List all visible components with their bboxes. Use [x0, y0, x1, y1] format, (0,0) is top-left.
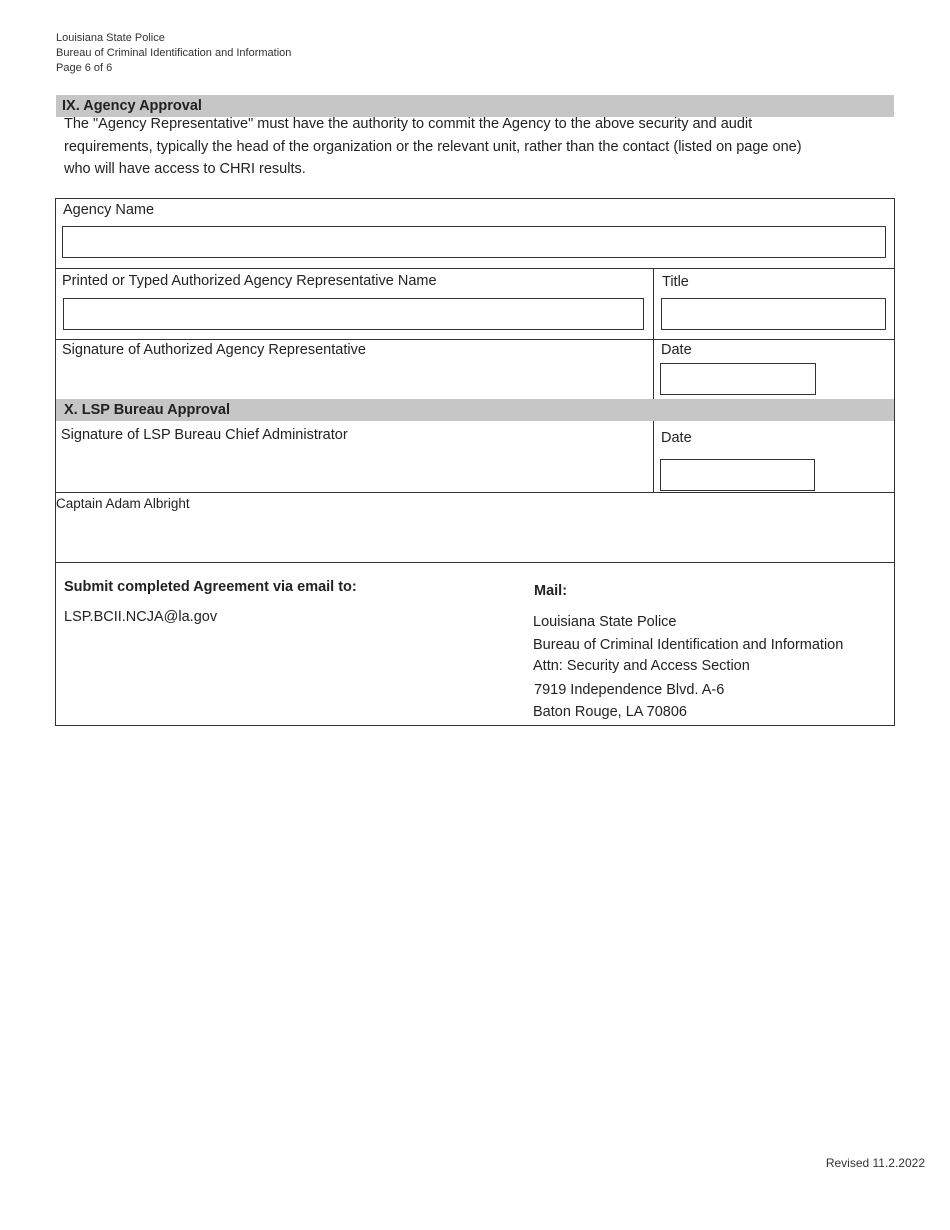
rep-name-field[interactable] [63, 298, 644, 330]
mail-address-line-5: Baton Rouge, LA 70806 [533, 704, 687, 720]
lsp-date-field[interactable] [660, 459, 815, 491]
lsp-date-label: Date [661, 430, 692, 446]
submission-email[interactable]: LSP.BCII.NCJA@la.gov [64, 609, 218, 625]
row-divider [55, 492, 895, 493]
column-divider [653, 421, 654, 492]
header-page-number: Page 6 of 6 [56, 62, 113, 74]
rep-date-field[interactable] [660, 363, 816, 395]
title-field[interactable] [661, 298, 886, 330]
agency-name-label: Agency Name [63, 202, 155, 218]
intro-line-3: who will have access to CHRI results. [64, 161, 306, 177]
header-bureau: Bureau of Criminal Identification and Information [56, 47, 292, 59]
page-header [56, 31, 291, 76]
rep-date-label: Date [661, 342, 692, 358]
email-heading: Submit completed Agreement via email to: [64, 579, 357, 595]
mail-address-line-4: 7919 Independence Blvd. A-6 [534, 682, 725, 698]
mail-address-line-1: Louisiana State Police [533, 614, 677, 630]
mail-address-line-3: Attn: Security and Access Section [533, 658, 750, 674]
mail-address-line-2: Bureau of Criminal Identification and Information [533, 637, 844, 653]
section-10-heading: X. LSP Bureau Approval [56, 399, 894, 421]
row-divider [55, 268, 895, 269]
lsp-signature-label: Signature of LSP Bureau Chief Administrator [61, 427, 348, 443]
header-org: Louisiana State Police [56, 32, 165, 44]
row-divider [55, 562, 895, 563]
revision-note: Revised 11.2.2022 [825, 1156, 925, 1170]
intro-line-1: The "Agency Representative" must have the authority to commit the Agency to the above security and audit [64, 116, 753, 132]
mail-heading: Mail: [534, 583, 568, 599]
column-divider [653, 268, 654, 399]
rep-signature-label: Signature of Authorized Agency Representative [62, 342, 366, 358]
section-9-heading: IX. Agency Approval [56, 95, 894, 117]
intro-line-2: requirements, typically the head of the organization or the relevant unit, rather than the contact (listed on page one) [64, 138, 802, 155]
title-label: Title [662, 274, 689, 290]
agency-name-field[interactable] [62, 226, 886, 258]
row-divider [55, 339, 895, 340]
rep-name-label: Printed or Typed Authorized Agency Representative Name [62, 273, 437, 289]
section-9-intro [64, 113, 890, 181]
administrator-name: Captain Adam Albright [56, 496, 190, 511]
